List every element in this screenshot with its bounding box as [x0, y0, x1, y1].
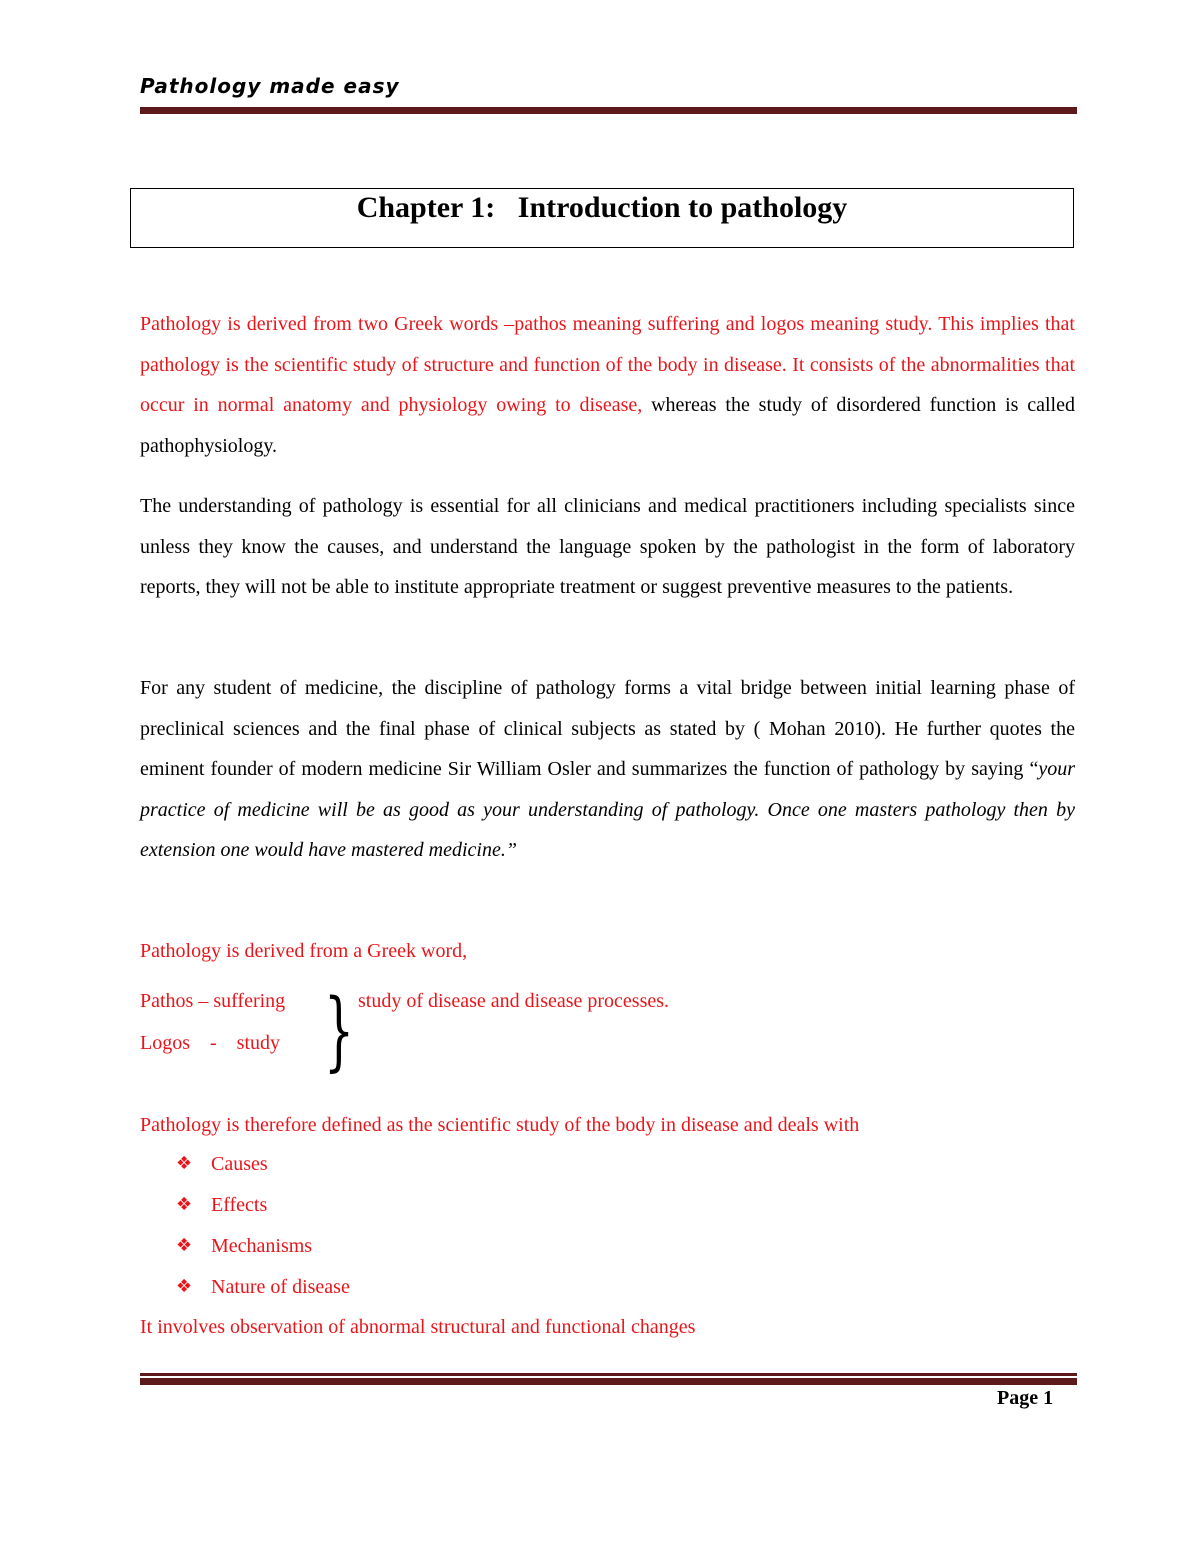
- derivation-meaning: study of disease and disease processes.: [358, 990, 670, 1012]
- chapter-box: [130, 188, 1074, 248]
- header-rule-thick: [140, 107, 1077, 114]
- derivation-intro: Pathology is derived from a Greek word,: [140, 940, 468, 962]
- paragraph-definition-red: Pathology is derived from two Greek words –pathos meaning suffering and logos meaning study. This implies that pathology is the scientific study of structure and function of the body in disease. It consists of the abnormalities that occur in normal anatomy and physiology owing to disease,: [140, 313, 1075, 417]
- header-title: Pathology made easy: [140, 74, 400, 98]
- definition-intro: Pathology is therefore defined as the scientific study of the body in disease and deals with: [140, 1114, 860, 1136]
- diamond-bullet-icon: ❖: [176, 1276, 193, 1297]
- chapter-title: Chapter 1: Introduction to pathology: [356, 191, 848, 224]
- bullet-item: [176, 1233, 312, 1259]
- footer-rule-thick: [140, 1378, 1077, 1385]
- bullet-label: Nature of disease: [211, 1276, 350, 1298]
- paragraph-definition: [140, 304, 1075, 466]
- definition-closing: It involves observation of abnormal structural and functional changes: [140, 1316, 696, 1338]
- curly-brace-icon: }: [324, 981, 355, 1081]
- paragraph-osler-quote: [140, 668, 1075, 871]
- bullet-item: [176, 1274, 350, 1300]
- bullet-item: [176, 1151, 268, 1177]
- page-number: Page 1: [997, 1387, 1054, 1409]
- diamond-bullet-icon: ❖: [176, 1194, 193, 1215]
- bullet-label: Causes: [211, 1153, 268, 1175]
- diamond-bullet-icon: ❖: [176, 1235, 193, 1256]
- bullet-item: [176, 1192, 267, 1218]
- bullet-label: Effects: [211, 1194, 268, 1216]
- paragraph-osler-normal: For any student of medicine, the discipline of pathology forms a vital bridge between initial learning phase of preclinical sciences and the final phase of clinical subjects as stated by ( Mohan 2010). He further quotes the eminent founder of modern medicine Sir William Osler and summarizes the function of pathology by saying “: [140, 677, 1075, 781]
- paragraph-osler-italic: your practice of medicine will be as good as your understanding of pathology. Once one masters pathology then by extension one would have mastered medicine.”: [140, 758, 1075, 862]
- paragraph-understanding: The understanding of pathology is essential for all clinicians and medical practitioners including specialists since unless they know the causes, and understand the language spoken by the pathologist in the form of laboratory reports, they will not be able to institute appropriate treatment or suggest preventive measures to the patients.: [140, 495, 1075, 599]
- derivation-logos: Logos - study: [140, 1032, 280, 1054]
- bullet-label: Mechanisms: [211, 1235, 313, 1257]
- paragraph-definition-black: whereas the study of disordered function is called pathophysiology.: [140, 394, 1075, 457]
- footer-rule-thin: [140, 1373, 1077, 1376]
- diamond-bullet-icon: ❖: [176, 1153, 193, 1174]
- derivation-pathos: Pathos – suffering: [140, 990, 286, 1012]
